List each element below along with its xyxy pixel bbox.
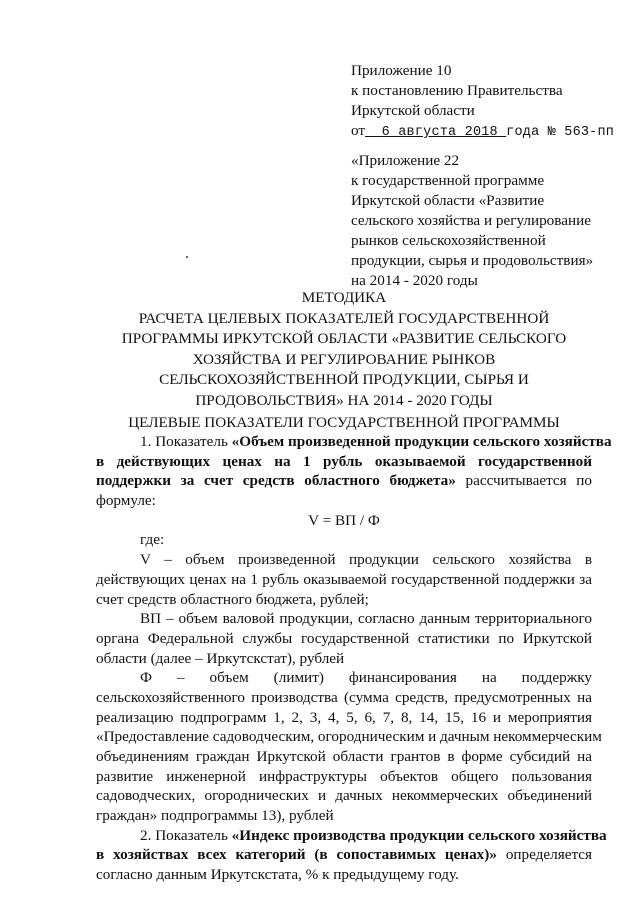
definition-vp: ВП – объем валовой продукции, согласно данным территориального bbox=[140, 610, 592, 628]
title-line: СЕЛЬСКОХОЗЯЙСТВЕННОЙ ПРОДУКЦИИ, СЫРЬЯ И bbox=[159, 371, 529, 388]
item-1-line: в действующих ценах на 1 рубль оказываемой государственной bbox=[96, 452, 592, 470]
definition-f: объединениям граждан Иркутской области грантов в форме субсидий на bbox=[96, 748, 592, 765]
title-line: ПРОГРАММЫ ИРКУТСКОЙ ОБЛАСТИ «РАЗВИТИЕ СЕЛЬСКОГО bbox=[121, 330, 567, 347]
appendix-header bbox=[351, 61, 621, 143]
document-title bbox=[96, 288, 592, 411]
formula: V = ВП / Ф bbox=[308, 511, 380, 529]
title-line: ПРОДОВОЛЬСТВИЯ» НА 2014 - 2020 ГОДЫ bbox=[195, 391, 493, 409]
definition-f: граждан» подпрограммы 13), рублей bbox=[96, 807, 334, 825]
item-1-line: поддержки за счет средств областного бюджета» рассчитывается по bbox=[96, 472, 592, 490]
document-body bbox=[96, 432, 612, 885]
appendix-22-line: к государственной программе bbox=[351, 172, 545, 189]
title-line: ХОЗЯЙСТВА И РЕГУЛИРОВАНИЕ РЫНКОВ bbox=[192, 350, 496, 368]
appendix-line-2: к постановлению Правительства bbox=[351, 82, 563, 99]
appendix-22-line: сельского хозяйства и регулирование bbox=[351, 212, 591, 229]
title-line: МЕТОДИКА bbox=[301, 289, 387, 306]
appendix-22-line: на 2014 - 2020 годы bbox=[351, 272, 478, 289]
section-heading: ЦЕЛЕВЫЕ ПОКАЗАТЕЛИ ГОСУДАРСТВЕННОЙ ПРОГРАММЫ bbox=[128, 414, 560, 431]
item-2-line: 2. Показатель «Индекс производства продукции сельского хозяйства bbox=[140, 826, 607, 844]
appendix-22-line: Иркутской области «Развитие bbox=[351, 192, 545, 209]
date-value: 6 августа 2018 bbox=[381, 125, 498, 140]
definition-f: сельскохозяйственного производства (сумма средств, предусмотренных на bbox=[96, 688, 592, 706]
appendix-22-line: «Приложение 22 bbox=[351, 152, 460, 169]
definition-f: «Предоставление садоводческим, огородническим и дачным некоммерческим bbox=[96, 728, 602, 746]
definition-vp: органа Федеральной службы государственной статистики по Иркутской bbox=[96, 629, 592, 647]
date-prefix: от bbox=[351, 122, 366, 139]
item-2-line: в хозяйствах всех категорий (в сопоставимых ценах)» определяется bbox=[96, 846, 592, 864]
appendix-22-line: рынков сельскохозяйственной bbox=[351, 232, 546, 249]
item-1-line: 1. Показатель «Объем произведенной продукции сельского хозяйства bbox=[140, 433, 612, 450]
definition-f: Ф – объем (лимит) финансирования на поддержку bbox=[140, 669, 592, 687]
scan-speck bbox=[186, 256, 188, 258]
item-2-line: согласно данным Иркутскстата, % к предыдущему году. bbox=[96, 866, 459, 884]
where-label: где: bbox=[140, 531, 165, 549]
appendix-22-header bbox=[351, 151, 611, 291]
appendix-number: Приложение 10 bbox=[351, 62, 452, 79]
definition-v: счет средств областного бюджета, рублей; bbox=[96, 590, 369, 608]
appendix-date-line bbox=[351, 121, 621, 143]
definition-f: садоводческих, огороднических и дачных некоммерческих объединений bbox=[96, 787, 592, 805]
definition-v: действующих ценах на 1 рубль оказываемой государственной поддержки за bbox=[96, 570, 592, 588]
appendix-22-line: продукции, сырья и продовольствия» bbox=[351, 252, 594, 269]
definition-f: развитие инженерной инфраструктуры объектов общего пользования bbox=[96, 767, 592, 785]
item-1-line: формуле: bbox=[96, 492, 156, 510]
date-suffix: года № 563-пп bbox=[506, 125, 615, 140]
title-line: РАСЧЕТА ЦЕЛЕВЫХ ПОКАЗАТЕЛЕЙ ГОСУДАРСТВЕННОЙ bbox=[138, 309, 550, 327]
definition-f: реализацию подпрограмм 1, 2, 3, 4, 5, 6, 7, 8, 14, 15, 16 и мероприятия bbox=[96, 708, 592, 726]
definition-v: V – объем произведенной продукции сельского хозяйства в bbox=[140, 551, 592, 569]
definition-vp: области (далее – Иркутскстат), рублей bbox=[96, 649, 345, 667]
appendix-line-3: Иркутской области bbox=[351, 102, 475, 119]
